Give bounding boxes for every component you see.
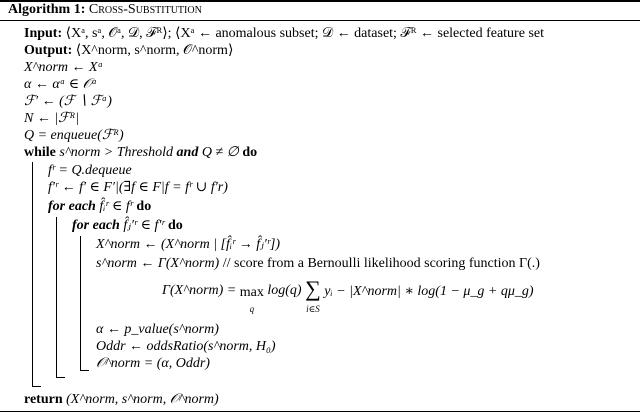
step-5: Q = enqueue(ℱᴿ) — [24, 128, 124, 143]
input-line — [24, 26, 544, 42]
step-8: X^norm ← (X^norm | [f̂ᵢʳ → f̂ⱼ′ʳ]) — [96, 237, 281, 252]
input-text: ⟨Xᵃ, sᵃ, 𝒪ᵃ, 𝒟, ℱᴿ⟩; ⟨Xᵃ ← anomalous subset; 𝒟 ← dataset; ℱᴿ ← selected feature set — [65, 26, 544, 41]
formula-max-text: max — [239, 285, 264, 300]
for-each-1-do: do — [136, 199, 152, 214]
formula-rhs: yᵢ − |X^norm| ∗ log(1 − μ_g + qμ_g) — [324, 284, 534, 299]
sum-index: i∈S — [306, 304, 320, 314]
step-1: X^norm ← Xᵃ — [24, 60, 104, 75]
formula-log-q: log(q) — [267, 283, 302, 298]
algorithm-label: Algorithm 1: — [8, 2, 86, 17]
for1-block-end — [56, 377, 65, 378]
score-assignment: s^norm ← Γ(X^norm) — [96, 256, 220, 271]
step-9 — [96, 256, 540, 272]
formula-max-sub: q — [249, 304, 255, 314]
for-each-2 — [72, 218, 183, 234]
output-line — [24, 43, 233, 59]
for-each-1-keyword: for each — [48, 199, 96, 214]
while-block-end — [32, 386, 41, 387]
for-each-1 — [48, 199, 151, 215]
sum-symbol: ∑ — [305, 276, 321, 301]
step-10: α ← p_value(s^norm) — [96, 322, 219, 337]
bottom-rule — [0, 411, 640, 412]
step-3: ℱ′ ← (ℱ ∖ ℱᵃ) — [24, 94, 112, 109]
for-each-2-do: do — [168, 218, 183, 233]
output-text: ⟨X^norm, s^norm, 𝒪^norm⟩ — [75, 43, 234, 58]
step-7: f′ʳ ← f′ ∈ F′|(∃f ∈ F|f = fʳ ∪ f′r) — [48, 180, 228, 195]
while-line — [24, 145, 257, 161]
step-11: Oddr ← oddsRatio(s^norm, H₀) — [96, 339, 276, 354]
while-do: do — [242, 145, 258, 160]
while-condition: s^norm > Threshold — [59, 145, 174, 160]
while-keyword: while — [24, 145, 56, 160]
while-condition-2: Q ≠ ∅ — [201, 145, 239, 160]
while-block-bar — [32, 162, 33, 386]
return-keyword: return — [24, 392, 63, 407]
step-12: 𝒪^norm = (α, Oddr) — [96, 356, 210, 371]
caption-rule — [0, 20, 640, 21]
formula-sum — [305, 276, 321, 317]
for-each-2-condition: f̂ⱼ′ʳ ∈ f′ʳ — [123, 218, 165, 233]
output-label: Output: — [24, 43, 73, 58]
step-2: α ← αᵃ ∈ 𝒪ᵃ — [24, 77, 98, 92]
for2-block-end — [80, 370, 89, 371]
return-line — [24, 392, 219, 408]
return-value: (X^norm, s^norm, 𝒪^norm) — [66, 392, 219, 407]
algorithm-caption — [8, 2, 202, 18]
formula-lhs: Γ(X^norm) = — [162, 283, 240, 298]
for1-block-bar — [56, 217, 57, 377]
score-comment: // score from a Bernoulli likelihood scoring function Γ(.) — [222, 256, 540, 271]
while-and: and — [176, 145, 199, 160]
input-label: Input: — [24, 26, 63, 41]
algorithm-title: Cross-Substitution — [88, 2, 202, 17]
formula-max — [240, 285, 264, 317]
likelihood-formula — [162, 276, 534, 317]
step-4: N ← |ℱᴿ| — [24, 111, 80, 126]
for2-block-bar — [80, 236, 81, 370]
step-6: fʳ = Q.dequeue — [48, 163, 132, 178]
for-each-1-condition: f̂ᵢʳ ∈ fʳ — [99, 199, 133, 214]
for-each-2-keyword: for each — [72, 218, 120, 233]
